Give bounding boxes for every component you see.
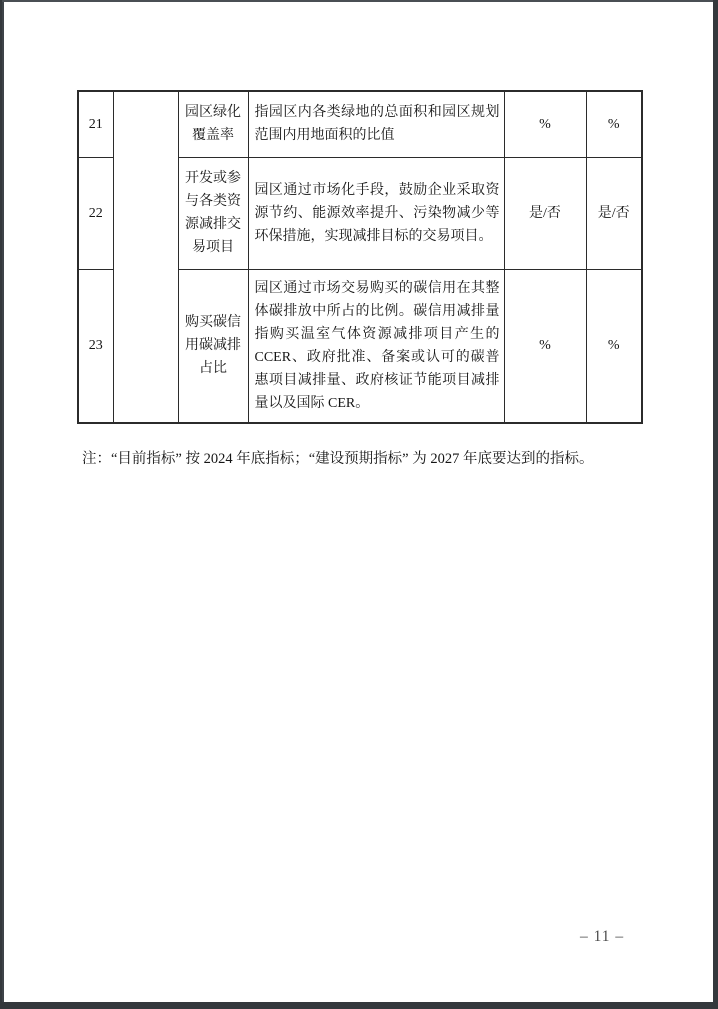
indicator-name-cell: 购买碳信用碳减排占比 — [178, 269, 248, 423]
indicators-table — [77, 90, 643, 424]
current-value-cell: % — [504, 91, 586, 157]
current-value-cell: 是/否 — [504, 157, 586, 269]
row-number-cell: 22 — [78, 157, 113, 269]
description-cell: 园区通过市场交易购买的碳信用在其整体碳排放中所占的比例。碳信用减排量指购买温室气体资源减排项目产生的CCER、政府批准、备案或认可的碳普惠项目减排量、政府核证节能项目减排量以及国际 CER。 — [248, 269, 504, 423]
indicator-name-cell: 园区绿化覆盖率 — [178, 91, 248, 157]
category-cell — [113, 91, 178, 423]
expected-value-cell: % — [586, 91, 642, 157]
indicator-name-cell: 开发或参与各类资源减排交易项目 — [178, 157, 248, 269]
current-value-cell: % — [504, 269, 586, 423]
row-number-cell: 21 — [78, 91, 113, 157]
table-row — [78, 91, 642, 157]
scan-edge-left — [2, 0, 4, 1002]
document-page — [2, 0, 713, 1002]
footnote: 注：“目前指标” 按 2024 年底指标；“建设预期指标” 为 2027 年底要达到的指标。 — [82, 451, 594, 467]
page-number: – 11 – — [580, 928, 625, 945]
expected-value-cell: % — [586, 269, 642, 423]
description-cell: 指园区内各类绿地的总面积和园区规划范围内用地面积的比值 — [248, 91, 504, 157]
scan-edge-top — [2, 0, 713, 2]
description-cell: 园区通过市场化手段，鼓励企业采取资源节约、能源效率提升、污染物减少等环保措施，实现减排目标的交易项目。 — [248, 157, 504, 269]
expected-value-cell: 是/否 — [586, 157, 642, 269]
row-number-cell: 23 — [78, 269, 113, 423]
